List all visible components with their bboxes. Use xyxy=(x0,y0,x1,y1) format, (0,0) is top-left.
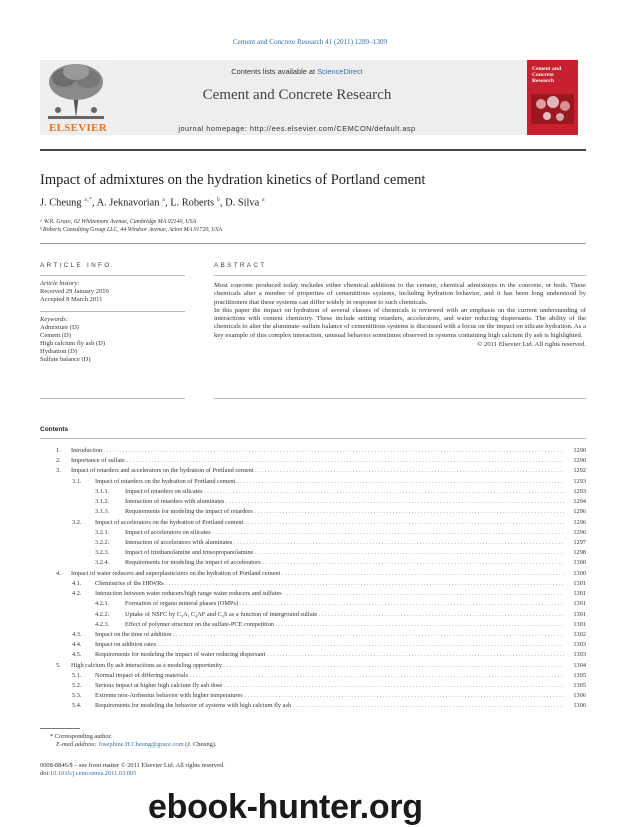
toc-entry-title[interactable]: Importance of sulfate . . . xyxy=(71,456,564,466)
toc-entry-title[interactable]: Serious impact at higher high calcium fly ash dose . . . xyxy=(95,681,564,691)
toc-entry-title[interactable]: Normal impact of differing materials . . . xyxy=(95,671,564,681)
keywords-block xyxy=(40,316,185,365)
toc-entry-title[interactable]: Requirements for modeling the impact of water reducing dispersant . . . xyxy=(95,650,564,660)
doi-link[interactable]: 10.1016/j.cemconres.2011.03.005 xyxy=(49,770,137,777)
toc-entry-number: 3.1. xyxy=(72,477,82,485)
email-line xyxy=(56,741,456,749)
contents-rule xyxy=(40,438,586,439)
toc-entry-number: 4. xyxy=(56,569,61,577)
toc-entry-number: 3.2.2. xyxy=(95,538,110,546)
toc-entry[interactable] xyxy=(40,507,586,517)
journal-homepage[interactable]: journal homepage: http://ees.elsevier.com/CEMCON/default.asp xyxy=(178,124,416,133)
toc-entry-page: 1290 xyxy=(573,447,586,454)
toc-entry-page: 1303 xyxy=(573,641,586,649)
toc-entry-page: 1301 xyxy=(573,620,586,628)
received-date: Received 29 January 2010 xyxy=(40,288,109,296)
abstract-heading: ABSTRACT xyxy=(214,262,267,269)
toc-entry-title[interactable]: Impact of accelerators on the hydration of Portland cement . . . xyxy=(95,518,564,528)
toc-entry[interactable] xyxy=(40,477,586,487)
affiliation-b: ᵇ Roberts Consulting Group LLC, 44 Windsor Avenue, Acton MA 01720, USA xyxy=(40,227,223,233)
keyword: High calcium fly ash (D) xyxy=(40,340,105,348)
email-suffix: (J. Cheung). xyxy=(183,741,217,748)
author-affiliation-mark[interactable]: a xyxy=(261,196,265,203)
toc-entry-page: 1306 xyxy=(573,692,586,700)
toc-entry-number: 4.4. xyxy=(72,641,82,649)
toc-entry-page: 1301 xyxy=(573,600,586,608)
toc-entry[interactable] xyxy=(40,487,586,497)
abstract-paragraph: In this paper the impact on hydration of several classes of chemicals is reviewed with an emphasis on the current understanding of interactions with cement chemistry. These include setting retarders, accelerators, and water reducing dispersants. The ability of the chemicals to alter the aluminate–sulfate balance of cementitious systems is discussed with a focus on the impact on silicate hydration. As a key example of this complex interaction, unusual behavior sometimes observed in systems containing high calcium fly ash is highlighted. xyxy=(214,306,586,339)
toc-entry-page: 1301 xyxy=(573,610,586,618)
toc-entry[interactable] xyxy=(40,579,586,589)
toc-entry[interactable] xyxy=(40,466,586,476)
toc-entry-page: 1298 xyxy=(573,549,586,557)
toc-entry-title[interactable]: Introduction . . . xyxy=(71,446,564,456)
toc-entry-title[interactable]: Formation of organo mineral phases (OMPs) . . . xyxy=(125,599,564,609)
abstract-paragraph: Most concrete produced today includes either chemical additions to the cement, chemical admixtures in the concrete, or both. These chemicals alter a number of properties of cementitious systems, including hydration behavior, and it has been long understood by practitioners that these systems can differ widely in response to such chemicals. xyxy=(214,282,586,306)
table-of-contents xyxy=(40,446,586,712)
toc-entry-title[interactable]: Impact on addition rates . . . xyxy=(95,640,564,650)
toc-entry-page: 1296 xyxy=(573,508,586,516)
toc-entry[interactable] xyxy=(40,497,586,507)
affiliation-rule xyxy=(40,243,586,244)
toc-entry-number: 3. xyxy=(56,467,61,475)
toc-entry-number: 4.3. xyxy=(72,630,82,638)
toc-entry-title[interactable]: Interaction between water reducers/high range water reducers and sulfates . . . xyxy=(95,589,564,599)
toc-entry-number: 3.2.4. xyxy=(95,559,110,567)
toc-entry-title[interactable]: Impact of retarders and accelerators on the hydration of Portland cement . . . xyxy=(71,466,564,476)
author-name[interactable]: J. Cheung xyxy=(40,197,82,209)
email-label: E-mail address: xyxy=(56,741,99,748)
keyword: Cement (D) xyxy=(40,332,71,340)
watermark-text: ebook-hunter.org xyxy=(148,788,423,826)
contents-available-line xyxy=(112,67,482,76)
toc-entry-number: 3.2. xyxy=(72,518,82,526)
toc-entry[interactable] xyxy=(40,518,586,528)
toc-entry-title[interactable]: Interaction of accelerators with aluminates . . . xyxy=(125,538,564,548)
toc-entry-title[interactable]: Chemistries of the HRWRs . . . xyxy=(95,579,564,589)
toc-entry-title[interactable]: Requirements for modeling the impact of retarders . . . xyxy=(125,507,564,517)
toc-entry-number: 5.3. xyxy=(72,692,82,700)
toc-entry-page: 1294 xyxy=(573,498,586,506)
journal-citation[interactable]: Cement and Concrete Research 41 (2011) 1289–1309 xyxy=(232,38,388,46)
toc-entry-title[interactable]: Requirements for modeling the impact of accelerators . . . xyxy=(125,558,564,568)
toc-entry-page: 1305 xyxy=(573,682,586,690)
toc-entry-number: 4.2.3. xyxy=(95,620,110,628)
elsevier-wordmark: ELSEVIER xyxy=(48,122,108,134)
toc-entry-number: 3.2.3. xyxy=(95,549,110,557)
toc-entry-number: 5.2. xyxy=(72,682,82,690)
toc-entry-title[interactable]: Impact of triethanolamine and triisopropanolamine . . . xyxy=(125,548,564,558)
abstract-end-rule xyxy=(214,398,586,399)
toc-entry-number: 3.1.3. xyxy=(95,508,110,516)
toc-entry-title[interactable]: Interaction of retarders with aluminates . . . xyxy=(125,497,564,507)
author-affiliation-mark[interactable]: b xyxy=(216,196,220,203)
accepted-date: Accepted 8 March 2011 xyxy=(40,296,103,304)
toc-entry-page: 1290 xyxy=(573,457,586,465)
doi-line xyxy=(40,770,440,778)
toc-entry-page: 1305 xyxy=(573,671,586,679)
toc-entry[interactable] xyxy=(40,599,586,609)
author-name[interactable]: L. Roberts xyxy=(170,197,215,209)
toc-entry-page: 1303 xyxy=(573,651,586,659)
author-name[interactable]: A. Jeknavorian xyxy=(96,197,160,209)
toc-entry-number: 4.2.1. xyxy=(95,600,110,608)
author-list: J. Cheung $^{a,*}$, A. Jeknavorian $^a$, L. Roberts $^b$, D. Silva $^a$ xyxy=(40,196,265,209)
toc-entry[interactable] xyxy=(40,630,586,640)
toc-entry[interactable] xyxy=(40,691,586,701)
toc-entry-page: 1301 xyxy=(573,590,586,598)
article-info-heading: ARTICLE INFO xyxy=(40,262,112,269)
toc-entry-title[interactable]: Impact of retarders on the hydration of Portland cement . . . xyxy=(95,477,564,487)
issn-line: 0008-8846/$ – see front matter © 2011 Elsevier Ltd. All rights reserved. xyxy=(40,762,225,769)
article-info-rule xyxy=(40,275,185,276)
toc-entry-title[interactable]: Impact of accelerators on silicates . . . xyxy=(125,528,564,538)
toc-entry-page: 1300 xyxy=(573,569,586,577)
toc-entry[interactable] xyxy=(40,640,586,650)
doi-label: doi: xyxy=(40,770,50,777)
toc-entry[interactable] xyxy=(40,701,586,711)
keyword: Hydration (D) xyxy=(40,348,78,356)
toc-entry-number: 4.2. xyxy=(72,590,82,598)
toc-entry-page: 1293 xyxy=(573,477,586,485)
keyword: Admixture (D) xyxy=(40,324,79,332)
toc-entry-number: 3.1.2. xyxy=(95,498,110,506)
corresponding-author-note: * Corresponding author. xyxy=(50,733,112,740)
toc-entry[interactable] xyxy=(40,569,586,579)
toc-entry[interactable] xyxy=(40,681,586,691)
toc-entry[interactable] xyxy=(40,446,586,456)
toc-entry-title[interactable]: Impact of retarders on silicates . . . xyxy=(125,487,564,497)
toc-entry-title[interactable]: Impact of water reducers and superplasticizers on the hydration of Portland cement . . . xyxy=(71,569,564,579)
author-name[interactable]: D. Silva xyxy=(225,197,260,209)
toc-entry-number: 3.1.1. xyxy=(95,487,110,495)
history-rule xyxy=(40,311,185,312)
toc-entry-page: 1302 xyxy=(573,630,586,638)
toc-entry-number: 3.2.1. xyxy=(95,528,110,536)
toc-entry-title[interactable]: Effect of polymer structure on the sulfate-PCE competition . . . xyxy=(125,620,564,630)
affiliation-a: ᵃ W.R. Grace, 62 Whittemore Avenue, Cambridge MA 02140, USA xyxy=(40,219,197,225)
toc-entry[interactable] xyxy=(40,558,586,568)
keyword: Sulfate balance (D) xyxy=(40,356,91,364)
toc-entry-page: 1304 xyxy=(573,661,586,669)
toc-entry-page: 1306 xyxy=(573,702,586,710)
toc-entry[interactable] xyxy=(40,661,586,671)
history-label: Article history: xyxy=(40,280,80,287)
article-info-end-rule xyxy=(40,398,185,399)
toc-entry[interactable] xyxy=(40,528,586,538)
toc-entry-number: 5.1. xyxy=(72,671,82,679)
toc-entry[interactable] xyxy=(40,538,586,548)
article-title: Impact of admixtures on the hydration kinetics of Portland cement xyxy=(40,172,426,188)
footnote-rule xyxy=(40,728,80,729)
toc-entry-page: 1297 xyxy=(573,538,586,546)
header-rule xyxy=(40,149,586,151)
sciencedirect-link[interactable]: ScienceDirect xyxy=(317,67,363,76)
toc-entry[interactable] xyxy=(40,620,586,630)
toc-entry-page: 1300 xyxy=(573,559,586,567)
abstract-rule xyxy=(214,275,586,276)
article-history xyxy=(40,280,185,304)
toc-entry-title[interactable]: High calcium fly ash interactions as a modeling opportunity . . . xyxy=(71,661,564,671)
toc-entry-page: 1293 xyxy=(573,487,586,495)
author-affiliation-mark[interactable]: a xyxy=(162,196,165,203)
toc-entry-page: 1296 xyxy=(573,528,586,536)
toc-entry-number: 5. xyxy=(56,661,61,669)
toc-entry[interactable] xyxy=(40,671,586,681)
keywords-label: Keywords: xyxy=(40,316,68,323)
email-link[interactable]: Josephine.H.Cheung@grace.com xyxy=(98,741,184,748)
toc-entry[interactable] xyxy=(40,650,586,660)
toc-entry[interactable] xyxy=(40,589,586,599)
abstract-copyright: © 2011 Elsevier Ltd. All rights reserved. xyxy=(477,340,586,348)
abstract-body xyxy=(214,282,586,349)
toc-entry-page: 1301 xyxy=(573,579,586,587)
toc-entry-page: 1292 xyxy=(573,467,586,475)
toc-entry-number: 4.2.2. xyxy=(95,610,110,618)
toc-entry[interactable] xyxy=(40,610,586,620)
author-affiliation-mark[interactable]: a,* xyxy=(84,196,92,203)
toc-entry-number: 1. xyxy=(56,447,61,454)
cover-title: Cement and Concrete Research xyxy=(532,66,562,84)
contents-prefix: Contents lists available at xyxy=(231,67,318,76)
toc-entry-number: 4.5. xyxy=(72,651,82,659)
toc-entry-number: 5.4. xyxy=(72,702,82,710)
toc-entry[interactable] xyxy=(40,548,586,558)
toc-entry[interactable] xyxy=(40,456,586,466)
contents-heading: Contents xyxy=(40,426,69,433)
toc-entry-title[interactable]: Uptake of NSFC by C₃A, C₄AF and C₃S as a function of interground sulfate . . . xyxy=(125,610,564,620)
toc-entry-page: 1296 xyxy=(573,518,586,526)
toc-entry-number: 2. xyxy=(56,457,61,465)
toc-entry-title[interactable]: Extreme non-Arrhenius behavior with higher temperatures . . . xyxy=(95,691,564,701)
toc-entry-number: 4.1. xyxy=(72,579,82,587)
toc-entry-title[interactable]: Impact on the time of addition . . . xyxy=(95,630,564,640)
journal-name: Cement and Concrete Research xyxy=(202,87,392,103)
toc-entry-title[interactable]: Requirements for modeling the behavior of systems with high calcium fly ash . . . xyxy=(95,701,564,711)
